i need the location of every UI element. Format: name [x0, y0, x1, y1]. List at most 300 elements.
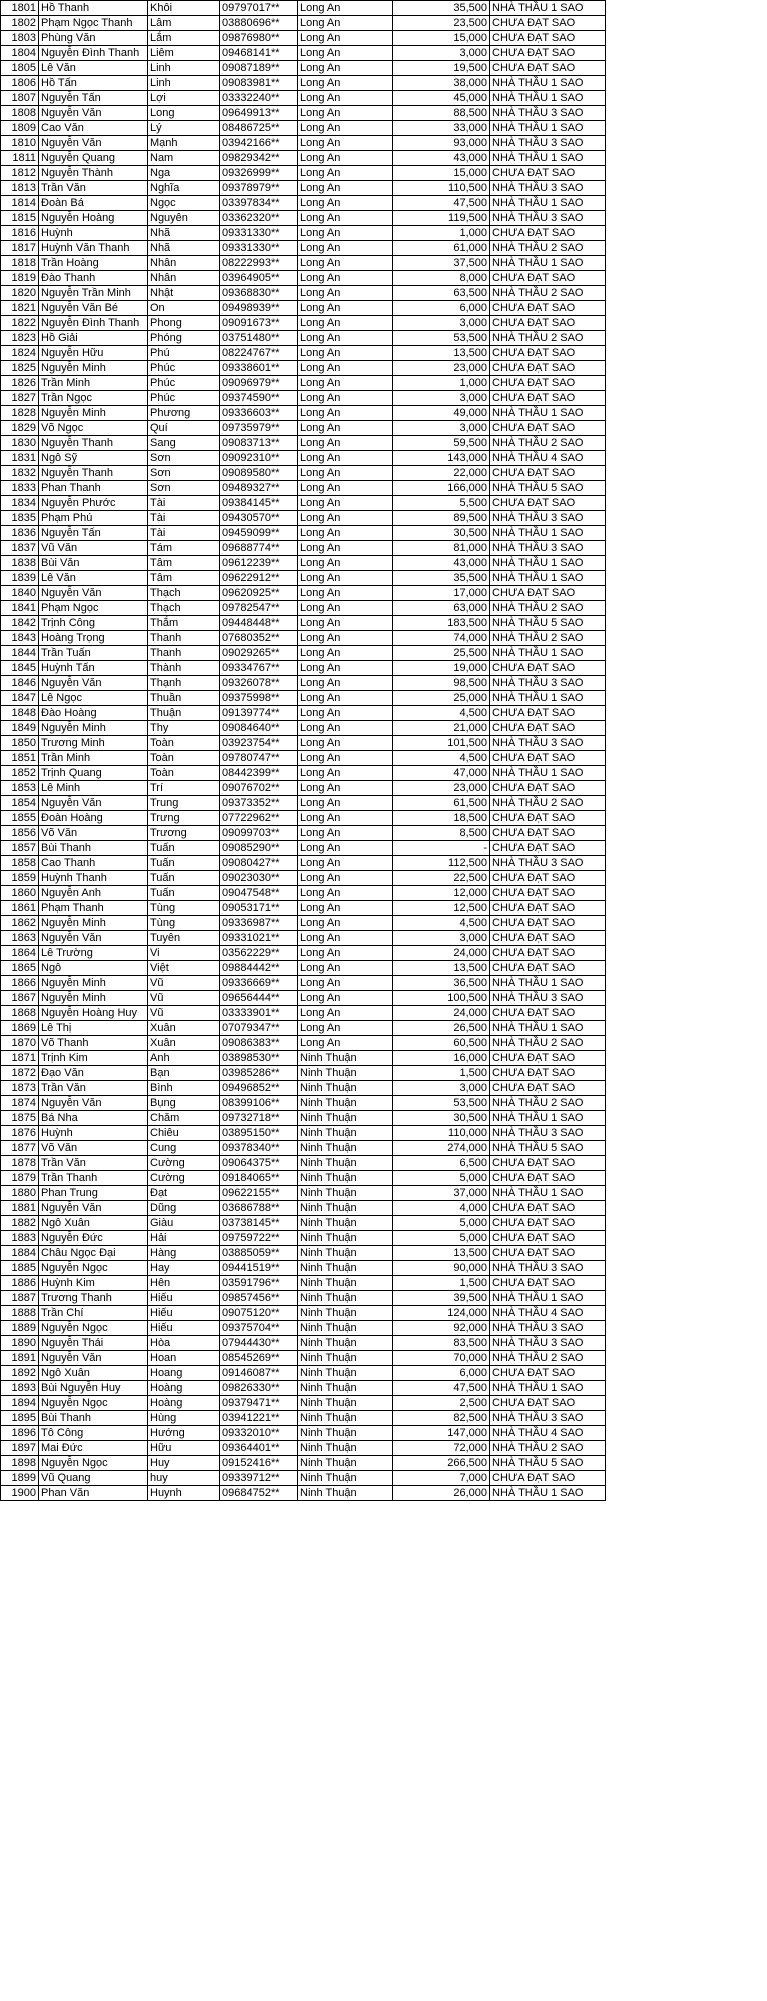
- table-row: [1, 1141, 606, 1156]
- amount-cell: 25,500: [393, 646, 490, 661]
- phone-cell: 09496852**: [220, 1081, 298, 1096]
- province-cell: Ninh Thuận: [298, 1156, 393, 1171]
- amount-cell: 45,000: [393, 91, 490, 106]
- given-name-cell: Nam: [148, 151, 220, 166]
- surname-cell: Nguyễn Minh: [39, 916, 148, 931]
- phone-cell: 03942166**: [220, 136, 298, 151]
- table-row: [1, 1216, 606, 1231]
- amount-cell: 7,000: [393, 1471, 490, 1486]
- surname-cell: Nguyễn Văn: [39, 676, 148, 691]
- province-cell: Long An: [298, 196, 393, 211]
- surname-cell: Nguyễn Ngọc: [39, 1456, 148, 1471]
- phone-cell: 09092310**: [220, 451, 298, 466]
- row-number-cell: 1862: [1, 916, 39, 931]
- phone-cell: 09326999**: [220, 166, 298, 181]
- given-name-cell: Hay: [148, 1261, 220, 1276]
- surname-cell: Nguyễn Thanh: [39, 436, 148, 451]
- surname-cell: Nguyễn Đức: [39, 1231, 148, 1246]
- row-number-cell: 1843: [1, 631, 39, 646]
- table-row: [1, 556, 606, 571]
- surname-cell: Vũ Văn: [39, 541, 148, 556]
- surname-cell: Phạm Phú: [39, 511, 148, 526]
- surname-cell: Mai Đức: [39, 1441, 148, 1456]
- row-number-cell: 1828: [1, 406, 39, 421]
- rank-cell: NHÀ THẦU 2 SAO: [490, 796, 606, 811]
- row-number-cell: 1838: [1, 556, 39, 571]
- rank-cell: CHƯA ĐẠT SAO: [490, 1366, 606, 1381]
- row-number-cell: 1888: [1, 1306, 39, 1321]
- rank-cell: NHÀ THẦU 3 SAO: [490, 181, 606, 196]
- phone-cell: 09331330**: [220, 241, 298, 256]
- amount-cell: 25,000: [393, 691, 490, 706]
- province-cell: Long An: [298, 31, 393, 46]
- phone-cell: 09375704**: [220, 1321, 298, 1336]
- amount-cell: 49,000: [393, 406, 490, 421]
- amount-cell: 83,500: [393, 1336, 490, 1351]
- rank-cell: NHÀ THẦU 3 SAO: [490, 106, 606, 121]
- amount-cell: 24,000: [393, 1006, 490, 1021]
- rank-cell: NHÀ THẦU 3 SAO: [490, 1336, 606, 1351]
- given-name-cell: Toàn: [148, 736, 220, 751]
- row-number-cell: 1835: [1, 511, 39, 526]
- phone-cell: 09489327**: [220, 481, 298, 496]
- table-row: [1, 1396, 606, 1411]
- table-row: [1, 1006, 606, 1021]
- province-cell: Ninh Thuận: [298, 1066, 393, 1081]
- phone-cell: 09684752**: [220, 1486, 298, 1501]
- rank-cell: CHƯA ĐẠT SAO: [490, 811, 606, 826]
- province-cell: Ninh Thuận: [298, 1486, 393, 1501]
- amount-cell: 6,000: [393, 301, 490, 316]
- amount-cell: 33,000: [393, 121, 490, 136]
- row-number-cell: 1852: [1, 766, 39, 781]
- rank-cell: CHƯA ĐẠT SAO: [490, 376, 606, 391]
- surname-cell: Trần Chí: [39, 1306, 148, 1321]
- rank-cell: NHÀ THẦU 1 SAO: [490, 556, 606, 571]
- table-row: [1, 1426, 606, 1441]
- given-name-cell: Hùng: [148, 1411, 220, 1426]
- surname-cell: Nguyễn Văn: [39, 931, 148, 946]
- phone-cell: 09373352**: [220, 796, 298, 811]
- phone-cell: 09336669**: [220, 976, 298, 991]
- province-cell: Long An: [298, 931, 393, 946]
- rank-cell: NHÀ THẦU 3 SAO: [490, 1411, 606, 1426]
- phone-cell: 08222993**: [220, 256, 298, 271]
- phone-cell: 09612239**: [220, 556, 298, 571]
- surname-cell: Nguyễn Văn: [39, 1201, 148, 1216]
- table-row: [1, 1456, 606, 1471]
- given-name-cell: Thạch: [148, 601, 220, 616]
- phone-cell: 09688774**: [220, 541, 298, 556]
- province-cell: Long An: [298, 361, 393, 376]
- amount-cell: 3,000: [393, 931, 490, 946]
- rank-cell: CHƯA ĐẠT SAO: [490, 1276, 606, 1291]
- province-cell: Long An: [298, 76, 393, 91]
- given-name-cell: Phong: [148, 316, 220, 331]
- province-cell: Ninh Thuận: [298, 1051, 393, 1066]
- surname-cell: Huỳnh: [39, 1126, 148, 1141]
- province-cell: Ninh Thuận: [298, 1231, 393, 1246]
- table-row: [1, 1306, 606, 1321]
- given-name-cell: Mạnh: [148, 136, 220, 151]
- phone-cell: 09459099**: [220, 526, 298, 541]
- rank-cell: CHƯA ĐẠT SAO: [490, 421, 606, 436]
- phone-cell: 09339712**: [220, 1471, 298, 1486]
- amount-cell: 4,500: [393, 916, 490, 931]
- surname-cell: Ngô Sỹ: [39, 451, 148, 466]
- amount-cell: 110,500: [393, 181, 490, 196]
- phone-cell: 03985286**: [220, 1066, 298, 1081]
- table-row: [1, 1081, 606, 1096]
- given-name-cell: Hoàng: [148, 1381, 220, 1396]
- row-number-cell: 1809: [1, 121, 39, 136]
- surname-cell: Hồ Thanh: [39, 1, 148, 16]
- rank-cell: NHÀ THẦU 1 SAO: [490, 1186, 606, 1201]
- phone-cell: 08224767**: [220, 346, 298, 361]
- phone-cell: 09732718**: [220, 1111, 298, 1126]
- phone-cell: 09622912**: [220, 571, 298, 586]
- rank-cell: CHƯA ĐẠT SAO: [490, 226, 606, 241]
- province-cell: Long An: [298, 1, 393, 16]
- given-name-cell: Nhật: [148, 286, 220, 301]
- province-cell: Long An: [298, 781, 393, 796]
- province-cell: Ninh Thuận: [298, 1081, 393, 1096]
- table-row: [1, 1441, 606, 1456]
- amount-cell: 6,500: [393, 1156, 490, 1171]
- row-number-cell: 1833: [1, 481, 39, 496]
- amount-cell: 266,500: [393, 1456, 490, 1471]
- table-row: [1, 586, 606, 601]
- surname-cell: Nguyễn Đình Thanh: [39, 316, 148, 331]
- given-name-cell: Tuấn: [148, 871, 220, 886]
- surname-cell: Nguyễn Quang: [39, 151, 148, 166]
- surname-cell: Trương Minh: [39, 736, 148, 751]
- phone-cell: 09374590**: [220, 391, 298, 406]
- row-number-cell: 1830: [1, 436, 39, 451]
- table-row: [1, 346, 606, 361]
- surname-cell: Trần Tuấn: [39, 646, 148, 661]
- row-number-cell: 1871: [1, 1051, 39, 1066]
- surname-cell: Ngô: [39, 961, 148, 976]
- province-cell: Long An: [298, 586, 393, 601]
- surname-cell: Nguyễn Minh: [39, 406, 148, 421]
- phone-cell: 09084640**: [220, 721, 298, 736]
- table-row: [1, 31, 606, 46]
- given-name-cell: Tuấn: [148, 856, 220, 871]
- rank-cell: CHƯA ĐẠT SAO: [490, 466, 606, 481]
- rank-cell: CHƯA ĐẠT SAO: [490, 586, 606, 601]
- amount-cell: 100,500: [393, 991, 490, 1006]
- amount-cell: 90,000: [393, 1261, 490, 1276]
- given-name-cell: Toàn: [148, 751, 220, 766]
- rank-cell: NHÀ THẦU 1 SAO: [490, 196, 606, 211]
- province-cell: Long An: [298, 406, 393, 421]
- surname-cell: Nguyễn Thanh: [39, 466, 148, 481]
- province-cell: Long An: [298, 496, 393, 511]
- row-number-cell: 1878: [1, 1156, 39, 1171]
- amount-cell: 53,500: [393, 1096, 490, 1111]
- amount-cell: 5,000: [393, 1216, 490, 1231]
- table-row: [1, 1351, 606, 1366]
- province-cell: Long An: [298, 901, 393, 916]
- surname-cell: Lê Văn: [39, 61, 148, 76]
- province-cell: Long An: [298, 466, 393, 481]
- rank-cell: CHƯA ĐẠT SAO: [490, 346, 606, 361]
- surname-cell: Huỳnh Kim: [39, 1276, 148, 1291]
- table-row: [1, 1336, 606, 1351]
- phone-cell: 09826330**: [220, 1381, 298, 1396]
- row-number-cell: 1846: [1, 676, 39, 691]
- province-cell: Long An: [298, 1021, 393, 1036]
- surname-cell: Nguyễn Văn: [39, 1096, 148, 1111]
- given-name-cell: Nga: [148, 166, 220, 181]
- given-name-cell: Giàu: [148, 1216, 220, 1231]
- given-name-cell: Lợi: [148, 91, 220, 106]
- given-name-cell: Tuấn: [148, 841, 220, 856]
- surname-cell: Hoàng Trọng: [39, 631, 148, 646]
- row-number-cell: 1851: [1, 751, 39, 766]
- given-name-cell: Sơn: [148, 481, 220, 496]
- table-row: [1, 1186, 606, 1201]
- surname-cell: Tô Công: [39, 1426, 148, 1441]
- amount-cell: 3,000: [393, 421, 490, 436]
- table-row: [1, 526, 606, 541]
- surname-cell: Lê Văn: [39, 571, 148, 586]
- row-number-cell: 1857: [1, 841, 39, 856]
- row-number-cell: 1801: [1, 1, 39, 16]
- rank-cell: NHÀ THẦU 2 SAO: [490, 1036, 606, 1051]
- row-number-cell: 1858: [1, 856, 39, 871]
- table-row: [1, 616, 606, 631]
- rank-cell: NHÀ THẦU 2 SAO: [490, 601, 606, 616]
- province-cell: Long An: [298, 481, 393, 496]
- given-name-cell: Vũ: [148, 1006, 220, 1021]
- given-name-cell: Tâm: [148, 556, 220, 571]
- amount-cell: 30,500: [393, 526, 490, 541]
- rank-cell: NHÀ THẦU 2 SAO: [490, 1351, 606, 1366]
- given-name-cell: Xuân: [148, 1021, 220, 1036]
- phone-cell: 07680352**: [220, 631, 298, 646]
- province-cell: Long An: [298, 751, 393, 766]
- rank-cell: CHƯA ĐẠT SAO: [490, 1201, 606, 1216]
- amount-cell: 6,000: [393, 1366, 490, 1381]
- phone-cell: 09364401**: [220, 1441, 298, 1456]
- phone-cell: 03738145**: [220, 1216, 298, 1231]
- given-name-cell: Vũ: [148, 991, 220, 1006]
- amount-cell: 13,500: [393, 961, 490, 976]
- province-cell: Long An: [298, 331, 393, 346]
- province-cell: Long An: [298, 391, 393, 406]
- rank-cell: NHÀ THẦU 1 SAO: [490, 1381, 606, 1396]
- province-cell: Ninh Thuận: [298, 1201, 393, 1216]
- given-name-cell: Trưng: [148, 811, 220, 826]
- table-row: [1, 736, 606, 751]
- row-number-cell: 1845: [1, 661, 39, 676]
- surname-cell: Nguyễn Hoàng: [39, 211, 148, 226]
- amount-cell: 88,500: [393, 106, 490, 121]
- rank-cell: NHÀ THẦU 1 SAO: [490, 1486, 606, 1501]
- row-number-cell: 1876: [1, 1126, 39, 1141]
- row-number-cell: 1822: [1, 316, 39, 331]
- row-number-cell: 1847: [1, 691, 39, 706]
- given-name-cell: Lâm: [148, 16, 220, 31]
- row-number-cell: 1885: [1, 1261, 39, 1276]
- surname-cell: Trần Ngọc: [39, 391, 148, 406]
- row-number-cell: 1812: [1, 166, 39, 181]
- phone-cell: 09336603**: [220, 406, 298, 421]
- row-number-cell: 1849: [1, 721, 39, 736]
- amount-cell: 61,500: [393, 796, 490, 811]
- given-name-cell: Tùng: [148, 901, 220, 916]
- table-row: [1, 241, 606, 256]
- phone-cell: 03362320**: [220, 211, 298, 226]
- given-name-cell: Huynh: [148, 1486, 220, 1501]
- surname-cell: Nguyễn Ngọc: [39, 1321, 148, 1336]
- amount-cell: 26,500: [393, 1021, 490, 1036]
- given-name-cell: Sang: [148, 436, 220, 451]
- amount-cell: 61,000: [393, 241, 490, 256]
- province-cell: Long An: [298, 991, 393, 1006]
- province-cell: Long An: [298, 721, 393, 736]
- given-name-cell: Thuận: [148, 706, 220, 721]
- given-name-cell: Phương: [148, 406, 220, 421]
- rank-cell: CHƯA ĐẠT SAO: [490, 1231, 606, 1246]
- amount-cell: 47,500: [393, 1381, 490, 1396]
- table-row: [1, 301, 606, 316]
- row-number-cell: 1841: [1, 601, 39, 616]
- amount-cell: 110,000: [393, 1126, 490, 1141]
- table-row: [1, 106, 606, 121]
- row-number-cell: 1865: [1, 961, 39, 976]
- surname-cell: Huỳnh Thanh: [39, 871, 148, 886]
- given-name-cell: Trương: [148, 826, 220, 841]
- phone-cell: 09080427**: [220, 856, 298, 871]
- rank-cell: NHÀ THẦU 1 SAO: [490, 571, 606, 586]
- province-cell: Long An: [298, 436, 393, 451]
- row-number-cell: 1820: [1, 286, 39, 301]
- amount-cell: 22,000: [393, 466, 490, 481]
- surname-cell: Nguyễn Thành: [39, 166, 148, 181]
- given-name-cell: Nhân: [148, 256, 220, 271]
- given-name-cell: Việt: [148, 961, 220, 976]
- province-cell: Long An: [298, 631, 393, 646]
- amount-cell: 23,500: [393, 16, 490, 31]
- row-number-cell: 1837: [1, 541, 39, 556]
- row-number-cell: 1897: [1, 1441, 39, 1456]
- province-cell: Long An: [298, 451, 393, 466]
- phone-cell: 09075120**: [220, 1306, 298, 1321]
- given-name-cell: Hiếu: [148, 1321, 220, 1336]
- phone-cell: 09448448**: [220, 616, 298, 631]
- table-row: [1, 391, 606, 406]
- given-name-cell: Thuần: [148, 691, 220, 706]
- province-cell: Long An: [298, 601, 393, 616]
- phone-cell: 09498939**: [220, 301, 298, 316]
- phone-cell: 09379471**: [220, 1396, 298, 1411]
- table-row: [1, 166, 606, 181]
- rank-cell: CHƯA ĐẠT SAO: [490, 316, 606, 331]
- surname-cell: Nguyễn Thái: [39, 1336, 148, 1351]
- table-row: [1, 1156, 606, 1171]
- surname-cell: Võ Văn: [39, 826, 148, 841]
- surname-cell: Đoàn Bá: [39, 196, 148, 211]
- amount-cell: 124,000: [393, 1306, 490, 1321]
- phone-cell: 09139774**: [220, 706, 298, 721]
- table-row: [1, 976, 606, 991]
- table-row: [1, 1036, 606, 1051]
- amount-cell: 70,000: [393, 1351, 490, 1366]
- table-row: [1, 496, 606, 511]
- amount-cell: 5,500: [393, 496, 490, 511]
- surname-cell: Nguyễn Tấn: [39, 526, 148, 541]
- phone-cell: 09780747**: [220, 751, 298, 766]
- rank-cell: NHÀ THẦU 3 SAO: [490, 736, 606, 751]
- amount-cell: 143,000: [393, 451, 490, 466]
- rank-cell: CHƯA ĐẠT SAO: [490, 946, 606, 961]
- given-name-cell: Sơn: [148, 466, 220, 481]
- rank-cell: NHÀ THẦU 1 SAO: [490, 1111, 606, 1126]
- given-name-cell: Long: [148, 106, 220, 121]
- given-name-cell: Tâm: [148, 571, 220, 586]
- surname-cell: Trần Minh: [39, 376, 148, 391]
- phone-cell: 09089580**: [220, 466, 298, 481]
- amount-cell: 36,500: [393, 976, 490, 991]
- surname-cell: Nguyễn Ngọc: [39, 1261, 148, 1276]
- row-number-cell: 1891: [1, 1351, 39, 1366]
- province-cell: Ninh Thuận: [298, 1321, 393, 1336]
- table-row: [1, 406, 606, 421]
- rank-cell: CHƯA ĐẠT SAO: [490, 61, 606, 76]
- table-row: [1, 1201, 606, 1216]
- phone-cell: 08399106**: [220, 1096, 298, 1111]
- amount-cell: 274,000: [393, 1141, 490, 1156]
- given-name-cell: Linh: [148, 76, 220, 91]
- amount-cell: 43,000: [393, 151, 490, 166]
- phone-cell: 07944430**: [220, 1336, 298, 1351]
- given-name-cell: Phúc: [148, 361, 220, 376]
- amount-cell: 4,500: [393, 706, 490, 721]
- table-row: [1, 571, 606, 586]
- phone-cell: 08486725**: [220, 121, 298, 136]
- province-cell: Long An: [298, 211, 393, 226]
- row-number-cell: 1821: [1, 301, 39, 316]
- row-number-cell: 1829: [1, 421, 39, 436]
- surname-cell: Trương Thanh: [39, 1291, 148, 1306]
- amount-cell: 12,500: [393, 901, 490, 916]
- phone-cell: 09884442**: [220, 961, 298, 976]
- given-name-cell: Hiếu: [148, 1291, 220, 1306]
- table-row: [1, 841, 606, 856]
- amount-cell: 26,000: [393, 1486, 490, 1501]
- rank-cell: CHƯA ĐẠT SAO: [490, 31, 606, 46]
- rank-cell: CHƯA ĐẠT SAO: [490, 721, 606, 736]
- row-number-cell: 1867: [1, 991, 39, 1006]
- province-cell: Ninh Thuận: [298, 1411, 393, 1426]
- table-row: [1, 1321, 606, 1336]
- province-cell: Ninh Thuận: [298, 1126, 393, 1141]
- table-row: [1, 991, 606, 1006]
- table-row: [1, 316, 606, 331]
- table-row: [1, 61, 606, 76]
- table-row: [1, 1486, 606, 1501]
- phone-cell: 09152416**: [220, 1456, 298, 1471]
- rank-cell: NHÀ THẦU 4 SAO: [490, 451, 606, 466]
- surname-cell: Phan Trung: [39, 1186, 148, 1201]
- amount-cell: 37,000: [393, 1186, 490, 1201]
- province-cell: Ninh Thuận: [298, 1456, 393, 1471]
- given-name-cell: Cung: [148, 1141, 220, 1156]
- province-cell: Long An: [298, 226, 393, 241]
